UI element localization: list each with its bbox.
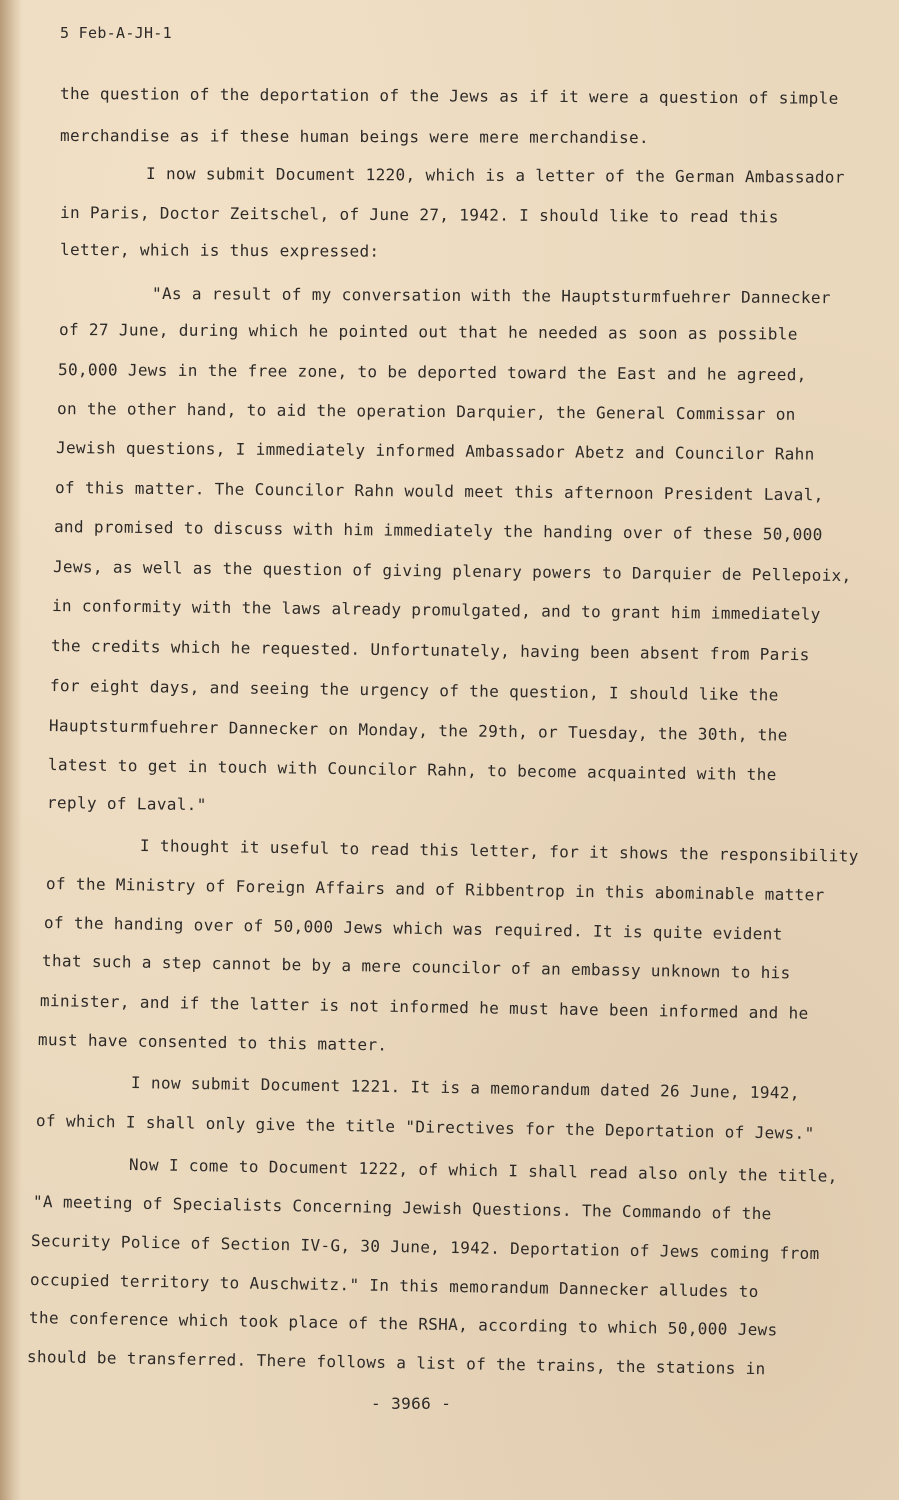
text-line: of 27 June, during which he pointed out that he needed as soon as possible <box>58 320 798 344</box>
paper-edge <box>0 0 22 1500</box>
text-line: for eight days, and seeing the urgency of the question, I should like the <box>49 676 779 705</box>
text-line: the question of the deportation of the Jews as if it were a question of simple <box>59 84 839 108</box>
text-line: on the other hand, to aid the operation Darquier, the General Commissar on <box>56 399 796 424</box>
text-line: Hauptsturmfuehrer Dannecker on Monday, the 29th, or Tuesday, the 30th, the <box>48 716 788 745</box>
text-line: and promised to discuss with him immediately the handing over of these 50,000 <box>53 517 823 545</box>
text-line: of the Ministry of Foreign Affairs and of Ribbentrop in this abominable matter <box>45 874 825 905</box>
text-line: 50,000 Jews in the free zone, to be deported toward the East and he agreed, <box>57 360 807 385</box>
page-header: 5 Feb-A-JH-1 <box>60 24 172 42</box>
text-line: Now I come to Document 1222, of which I shall read also only the title, <box>128 1155 838 1186</box>
page-number: - 3966 - <box>371 1394 452 1413</box>
text-line: must have consented to this matter. <box>37 1030 388 1055</box>
text-line: I now submit Document 1220, which is a letter of the German Ambassador <box>145 164 845 187</box>
text-line: letter, which is thus expressed: <box>59 240 380 261</box>
text-line: Jews, as well as the question of giving plenary powers to Darquier de Pellepoix, <box>52 557 852 586</box>
text-line: the conference which took place of the RSHA, according to which 50,000 Jews <box>28 1308 778 1340</box>
text-line: of this matter. The Councilor Rahn would meet this afternoon President Laval, <box>54 478 824 505</box>
text-line: I thought it useful to read this letter, for it shows the responsibility <box>139 836 859 866</box>
text-line: Jewish questions, I immediately informed Ambassador Abetz and Councilor Rahn <box>55 438 815 464</box>
text-line: "A meeting of Specialists Concerning Jewish Questions. The Commando of the <box>32 1192 772 1224</box>
text-line: merchandise as if these human beings were mere merchandise. <box>59 126 650 148</box>
text-line: in conformity with the laws already promulgated, and to grant him immediately <box>51 596 821 624</box>
text-line: that such a step cannot be by a mere councilor of an embassy unknown to his <box>41 951 791 983</box>
text-line: of the handing over of 50,000 Jews which was required. It is quite evident <box>43 913 783 944</box>
text-line: "As a result of my conversation with the Hauptsturmfuehrer Dannecker <box>151 284 831 308</box>
text-line: of which I shall only give the title "Directives for the Deportation of Jews." <box>35 1111 815 1143</box>
text-line: reply of Laval." <box>46 793 207 815</box>
text-line: I now submit Document 1221. It is a memorandum dated 26 June, 1942, <box>130 1073 800 1103</box>
text-line: Security Police of Section IV-G, 30 June, 1942. Deportation of Jews coming from <box>30 1231 820 1264</box>
text-line: in Paris, Doctor Zeitschel, of June 27, 1942. I should like to read this <box>59 203 779 227</box>
text-line: minister, and if the latter is not informed he must have been informed and he <box>39 991 809 1023</box>
text-line: the credits which he requested. Unfortunately, having been absent from Paris <box>50 636 810 665</box>
text-line: latest to get in touch with Councilor Rahn, to become acquainted with the <box>47 755 777 785</box>
text-line: occupied territory to Auschwitz." In this memorandum Dannecker alludes to <box>29 1270 759 1302</box>
text-line: should be transferred. There follows a list of the trains, the stations in <box>26 1347 766 1379</box>
